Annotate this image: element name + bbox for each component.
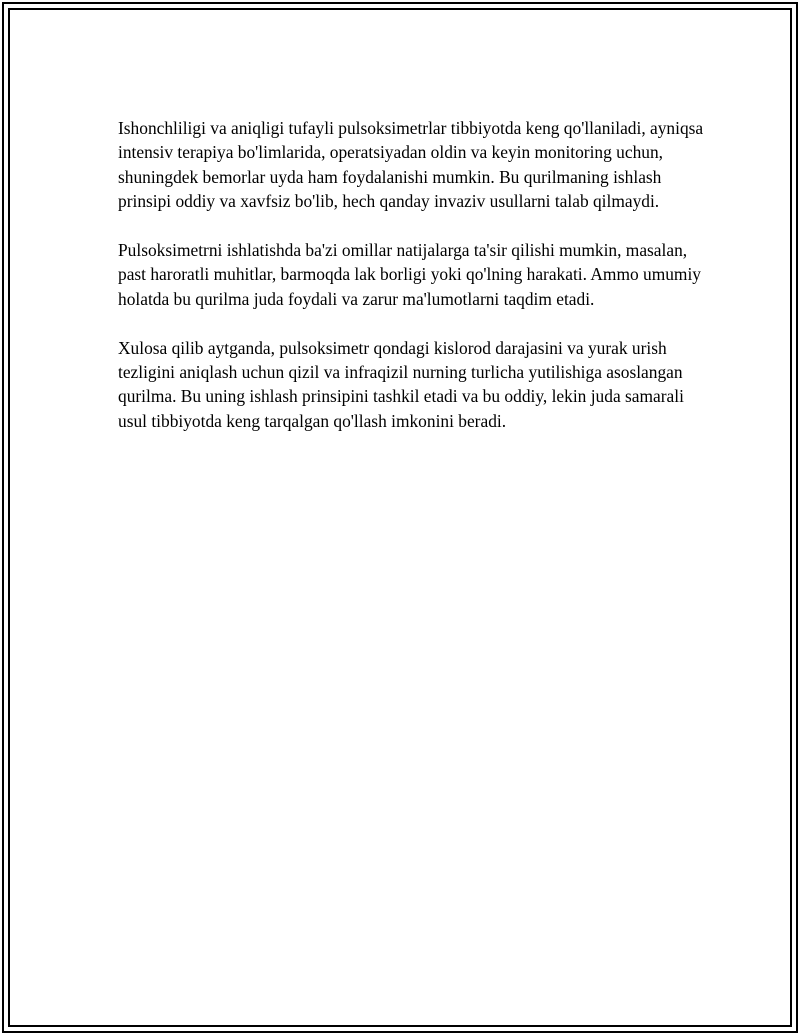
paragraph-3: Xulosa qilib aytganda, pulsoksimetr qondagi kislorod darajasini va yurak urish tezligini aniqlash uchun qizil va infraqizil nurning turlicha yutilishiga asoslangan qurilma. Bu uning ishlash prinsipini tashkil etadi va bu oddiy, lekin juda samarali usul tibbiyotda keng tarqalgan qo'llash imkonini beradi. (118, 337, 684, 431)
paragraph-1: Ishonchliligi va aniqligi tufayli pulsoksimetrlar tibbiyotda keng qo'llaniladi, ayniqsa intensiv terapiya bo'limlarida, operatsiyadan oldin va keyin monitoring uchun, shuningdek bemorlar uyda ham foydalanishi mumkin. Bu qurilmaning ishlash prinsipi oddiy va xavfsiz bo'lib, hech qanday invaziv usullarni talab qilmaydi. (118, 118, 704, 212)
paragraph-2: Pulsoksimetrni ishlatishda ba'zi omillar natijalarga ta'sir qilishi mumkin, masalan, past haroratli muhitlar, barmoqda lak borligi yoki qo'lning harakati. Ammo umumiy holatda bu qurilma juda foydali va zarur ma'lumotlarni taqdim etadi. (118, 240, 701, 309)
document-body (118, 116, 708, 458)
